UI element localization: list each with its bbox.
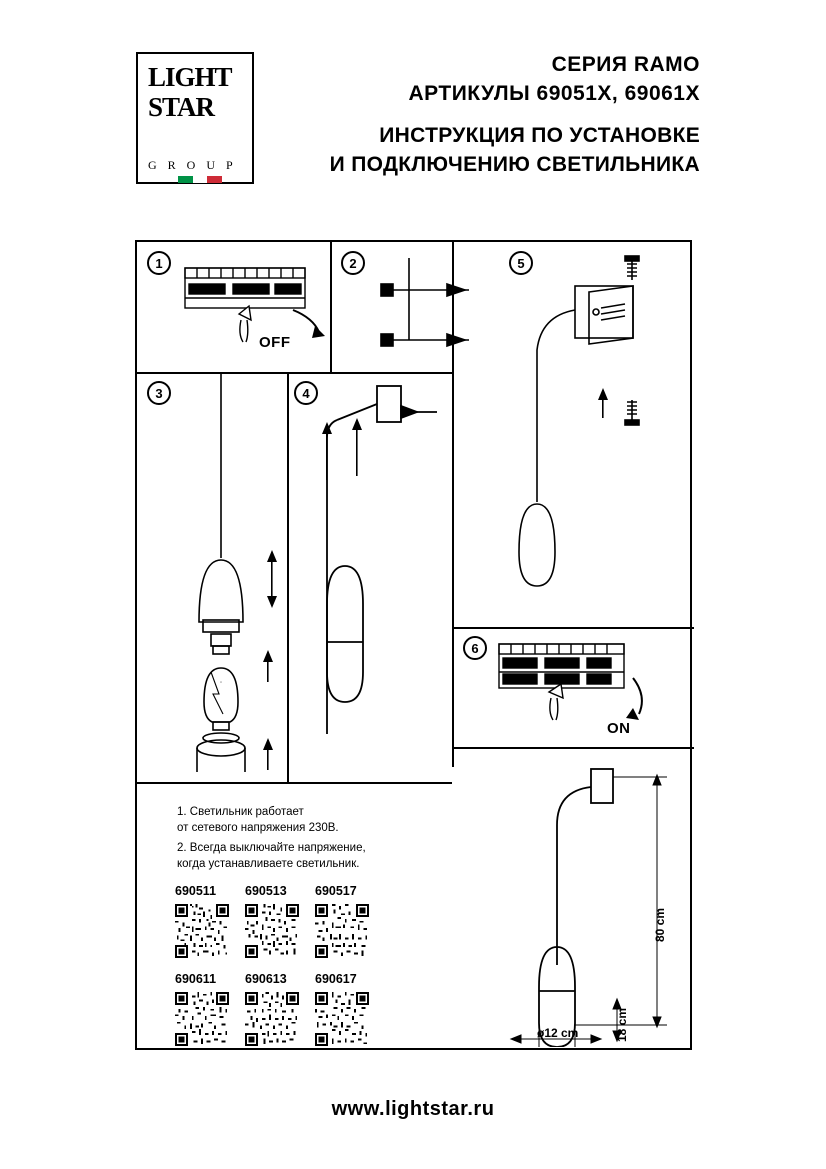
step-number-3: 3 [147,381,171,405]
step-number-1: 1 [147,251,171,275]
logo-group-text: G R O U P [148,158,237,172]
qr-code-690613 [245,992,299,1046]
note-1b [177,820,339,836]
title-block [330,50,700,179]
logo-line-light: LIGHT [148,62,232,92]
dimension-depth-label: 18 cm [615,1007,629,1042]
dimension-diameter-label: ø12 cm [537,1026,579,1040]
note-1-line-2: от сетевого напряжения 230В. [177,822,339,834]
step6-on-label: ON [607,720,631,737]
step2-bracket-illustration [369,254,479,364]
note-2b [177,856,359,872]
note-1-line-1: 1. Светильник работает [177,806,304,818]
note-2-line-2: когда устанавливаете светильник. [177,858,360,870]
logo-wordmark [138,62,256,122]
step1-breaker-illustration [175,258,335,358]
note-1 [177,804,304,820]
italian-flag-icon [178,176,222,183]
step-number-6: 6 [463,636,487,660]
instruction-diagram-frame [135,240,692,1050]
step-number-5: 5 [509,251,533,275]
instruction-title-line2: И ПОДКЛЮЧЕНИЮ СВЕТИЛЬНИКА [329,153,700,176]
qr-code-690617 [315,992,369,1046]
qr-code-690511 [175,904,229,958]
article-numbers: АРТИКУЛЫ 69051X, 69061X [408,82,700,105]
note-2-line-1: 2. Всегда выключайте напряжение, [177,842,366,854]
footer-website[interactable]: www.lightstar.ru [331,1098,495,1120]
qr-code-690611 [175,992,229,1046]
qr-code-690513 [245,904,299,958]
step3-lamp-assembly-illustration [159,372,289,772]
product-code-690517: 690517 [315,884,357,898]
note-2 [177,840,366,856]
step-number-2: 2 [341,251,365,275]
product-code-690617: 690617 [315,972,357,986]
dimension-drawing [507,757,692,1047]
divider-h-3 [137,782,452,784]
product-code-690613: 690613 [245,972,287,986]
step-number-4: 4 [294,381,318,405]
logo-line-star: STAR [148,92,215,122]
product-code-690611: 690611 [175,972,217,986]
series-name: СЕРИЯ RAMO [551,53,700,76]
step1-off-label: OFF [259,334,291,351]
step5-wall-mount-illustration [497,252,682,632]
step6-breaker-illustration [489,634,659,739]
dimension-height-label: 80 cm [653,907,667,942]
step4-arm-illustration [297,374,452,774]
page-header [0,0,826,220]
product-code-690513: 690513 [245,884,287,898]
divider-h-4 [452,747,694,749]
product-code-690511: 690511 [175,884,217,898]
brand-logo [136,52,254,184]
qr-code-690517 [315,904,369,958]
instruction-title-line1: ИНСТРУКЦИЯ ПО УСТАНОВКЕ [379,124,700,147]
